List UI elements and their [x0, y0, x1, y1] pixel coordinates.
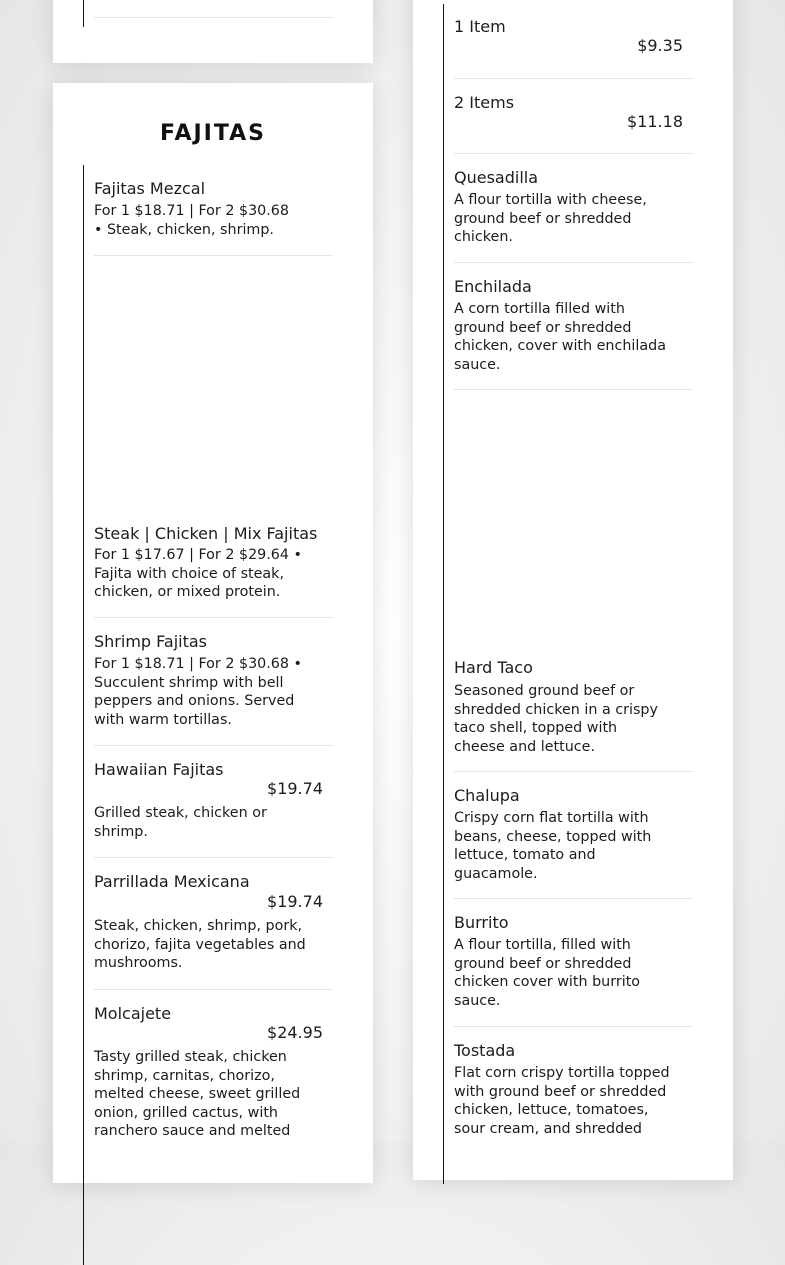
- menu-item-description: For 1 $18.71 | For 2 $30.68 • Succulent shrimp with bell peppers and onions. Served with warm tortillas.: [94, 656, 302, 728]
- item-divider: [454, 78, 693, 79]
- menu-item-name: Steak | Chicken | Mix Fajitas: [94, 524, 318, 543]
- item-divider: [454, 153, 693, 154]
- menu-item-description: Flat corn crispy tortilla topped with ground beef or shredded chicken, lettuce, tomatoes, sour cream, and shredded: [454, 1065, 670, 1137]
- menu-item-price: $19.74: [267, 779, 323, 798]
- menu-item-name: Hard Taco: [454, 658, 533, 677]
- item-divider: [94, 255, 333, 256]
- item-divider: [454, 898, 693, 899]
- menu-item-description: Tasty grilled steak, chicken shrimp, carnitas, chorizo, melted cheese, sweet grilled onion, grilled cactus, with ranchero sauce and melted: [94, 1049, 301, 1139]
- item-divider: [94, 745, 333, 746]
- menu-item-description: A flour tortilla, filled with ground beef or shredded chicken cover with burrito sauce.: [454, 937, 641, 1009]
- section-divider-line: [83, 0, 84, 27]
- menu-item-price: $24.95: [267, 1023, 323, 1042]
- item-divider: [454, 389, 693, 390]
- menu-item-description: A corn tortilla filled with ground beef or shredded chicken, cover with enchilada sauce.: [454, 301, 666, 373]
- item-divider: [454, 262, 693, 263]
- menu-item-description: Steak, chicken, shrimp, pork, chorizo, fajita vegetables and mushrooms.: [94, 918, 306, 971]
- menu-item-name: Chalupa: [454, 786, 520, 805]
- menu-item-description: For 1 $18.71 | For 2 $30.68 • Steak, chicken, shrimp.: [94, 203, 290, 238]
- menu-item-name: Shrimp Fajitas: [94, 632, 207, 651]
- section-title: FAJITAS: [159, 121, 267, 146]
- section-divider-line: [443, 4, 444, 1184]
- menu-item-name: 2 Items: [454, 93, 515, 112]
- item-divider: [454, 771, 693, 772]
- menu-item-name: Fajitas Mezcal: [94, 179, 206, 198]
- menu-item-description: For 1 $17.67 | For 2 $29.64 • Fajita with choice of steak, chicken, or mixed protein.: [94, 547, 302, 600]
- menu-item-name: Tostada: [454, 1041, 516, 1060]
- menu-item-name: Molcajete: [94, 1004, 172, 1023]
- menu-item-description: Crispy corn flat tortilla with beans, cheese, topped with lettuce, tomato and guacamole.: [454, 810, 652, 882]
- item-divider: [454, 1026, 693, 1027]
- menu-item-price: $9.35: [637, 36, 683, 55]
- item-divider: [94, 617, 333, 618]
- item-divider: [94, 989, 333, 990]
- menu-item-name: Parrillada Mexicana: [94, 872, 250, 891]
- menu-item-description: Grilled steak, chicken or shrimp.: [94, 805, 267, 840]
- combos-section-card: [413, 0, 733, 1180]
- menu-item-price: $11.18: [627, 112, 683, 131]
- menu-item-name: Enchilada: [454, 277, 532, 296]
- section-divider-line: [83, 165, 84, 1265]
- menu-item-name: Hawaiian Fajitas: [94, 760, 224, 779]
- menu-item-description: Seasoned ground beef or shredded chicken in a crispy taco shell, topped with cheese and lettuce.: [454, 683, 658, 755]
- item-divider: [94, 857, 333, 858]
- menu-item-name: Quesadilla: [454, 168, 539, 187]
- fajitas-section-card: [53, 83, 373, 1183]
- menu-item-name: Burrito: [454, 913, 509, 932]
- item-divider: [94, 17, 333, 18]
- menu-item-name: 1 Item: [454, 17, 506, 36]
- previous-section-card: [53, 0, 373, 63]
- menu-item-price: $19.74: [267, 892, 323, 911]
- menu-item-description: A flour tortilla with cheese, ground beef or shredded chicken.: [454, 192, 647, 245]
